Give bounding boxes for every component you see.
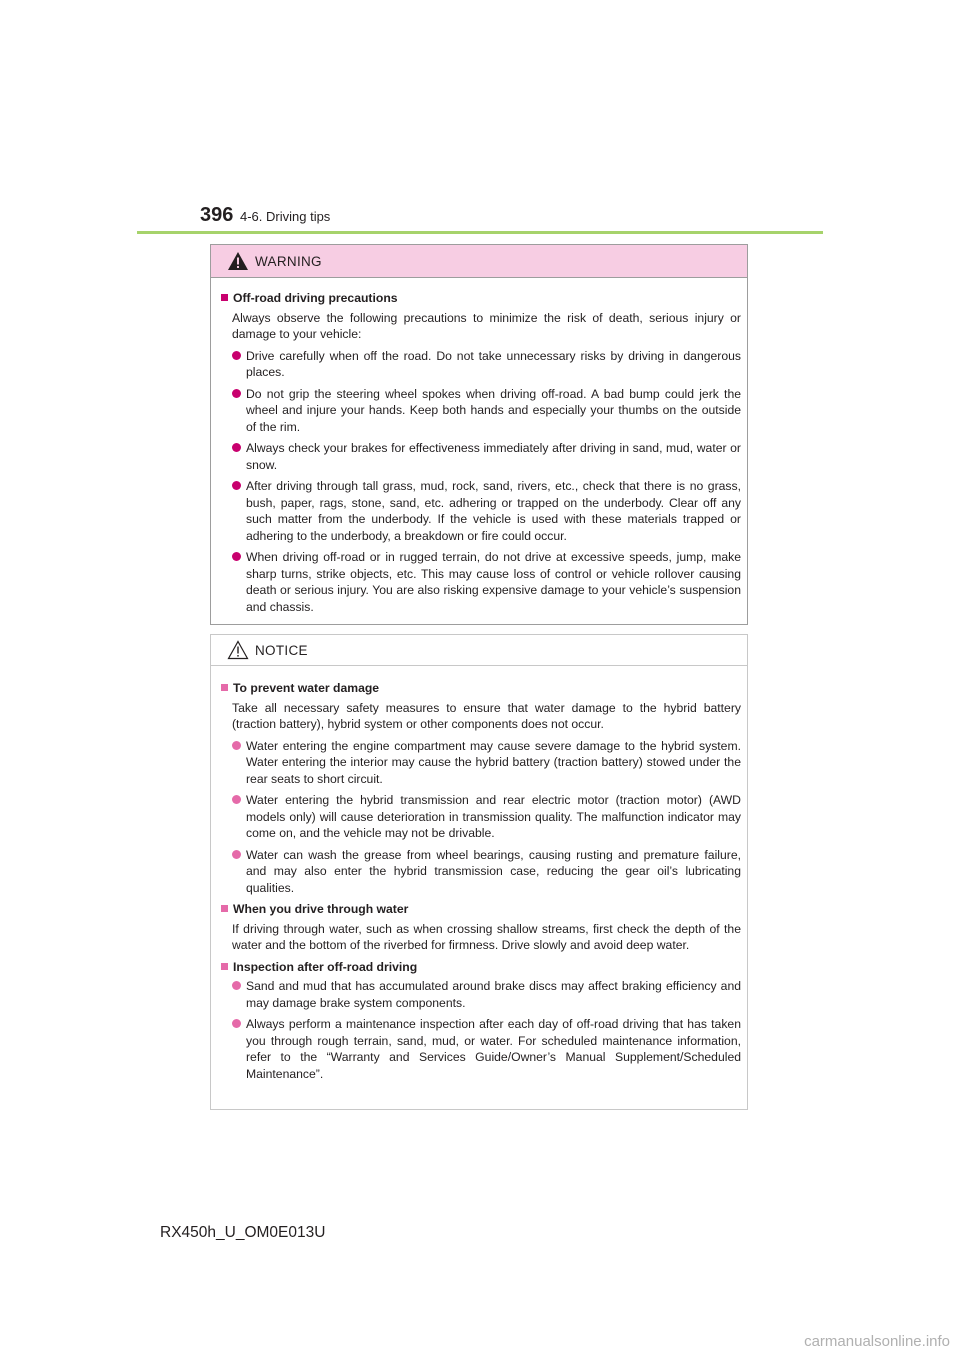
- list-item-text: Do not grip the steering wheel spokes when driving off-road. A bad bump could jerk the wheel and injure your hands. Keep both hands and especially your thumbs on the outside of the rim.: [246, 386, 741, 434]
- section-intro: Always observe the following precautions to minimize the risk of death, serious injury or damage to your vehicle:: [232, 310, 741, 341]
- warning-header: [211, 245, 747, 278]
- list-item: [232, 440, 741, 473]
- list-item-text: Always perform a maintenance inspection after each day of off-road driving that has taken you through rough terrain, sand, mud, or water. For scheduled maintenance information, refer to the “Warranty and Services Guide/Owner’s Manual Supplement/Scheduled Maintenance”.: [246, 1017, 741, 1081]
- round-bullet-icon: [232, 795, 241, 804]
- section-heading-text: Off-road driving precautions: [233, 291, 398, 305]
- list-item: [232, 978, 741, 1011]
- list-item: [232, 386, 741, 436]
- round-bullet-icon: [232, 443, 241, 452]
- section-heading-text: Inspection after off-road driving: [233, 959, 418, 974]
- notice-triangle-icon: [227, 640, 249, 660]
- list-item: [232, 348, 741, 381]
- section-heading-text: To prevent water damage: [233, 681, 380, 695]
- list-item: [232, 847, 741, 897]
- notice-content: [211, 666, 747, 1082]
- notice-header: [211, 635, 747, 666]
- header-rule: [137, 231, 823, 234]
- round-bullet-icon: [232, 1019, 241, 1028]
- round-bullet-icon: [232, 481, 241, 490]
- round-bullet-icon: [232, 351, 241, 360]
- notice-title: NOTICE: [255, 642, 308, 658]
- page-header: [200, 204, 330, 227]
- warning-section: [219, 290, 741, 615]
- notice-section: [219, 680, 741, 896]
- list-item: [232, 478, 741, 544]
- round-bullet-icon: [232, 552, 241, 561]
- section-heading-text: When you drive through water: [233, 902, 409, 916]
- round-bullet-icon: [232, 741, 241, 750]
- list-item-text: Water entering the engine compartment may cause severe damage to the hybrid system. Water entering the interior may cause the hybrid battery (traction battery) stowed under the rear seats to short circuit.: [246, 738, 741, 786]
- list-item-text: After driving through tall grass, mud, rock, sand, rivers, etc., check that there is no grass, bush, paper, rags, stone, sand, etc. adhering or trapped on the underbody. Clear off any such matter from the underbody. If the vehicle is used with these materials trapped or adhering to the underbody, a breakdown or fire could occur.: [246, 479, 741, 543]
- list-item-text: Always check your brakes for effectiveness immediately after driving in sand, mud, water or snow.: [246, 441, 741, 472]
- section-intro: Take all necessary safety measures to ensure that water damage to the hybrid battery (traction battery), hybrid system or other components does not occur.: [232, 700, 741, 731]
- section-heading: [219, 901, 741, 918]
- notice-section: [219, 959, 741, 1083]
- warning-triangle-icon: [227, 251, 249, 271]
- round-bullet-icon: [232, 981, 241, 990]
- warning-content: [211, 278, 747, 615]
- list-item: [232, 1016, 741, 1082]
- list-item-text: Water can wash the grease from wheel bearings, causing rusting and premature failure, and may also enter the hybrid transmission case, reducing the gear oil’s lubricating qualities.: [246, 847, 741, 895]
- list-item: [232, 549, 741, 615]
- round-bullet-icon: [232, 850, 241, 859]
- warning-box: [210, 244, 748, 625]
- list-item: [232, 792, 741, 842]
- model-code: RX450h_U_OM0E013U: [160, 1224, 326, 1241]
- page-number: 396: [200, 204, 234, 226]
- square-bullet-icon: [221, 684, 228, 691]
- watermark: carmanualsonline.info: [804, 1333, 950, 1350]
- notice-box: [210, 634, 748, 1110]
- square-bullet-icon: [221, 294, 228, 301]
- square-bullet-icon: [221, 905, 228, 912]
- list-item-text: Drive carefully when off the road. Do not take unnecessary risks by driving in dangerous places.: [246, 348, 741, 379]
- warning-title: WARNING: [255, 253, 322, 269]
- square-bullet-icon: [221, 963, 228, 970]
- section-heading: [219, 959, 741, 976]
- section-intro: If driving through water, such as when crossing shallow streams, first check the depth of the water and the bottom of the riverbed for firmness. Drive slowly and avoid deep water.: [232, 921, 741, 952]
- round-bullet-icon: [232, 389, 241, 398]
- section-title: 4-6. Driving tips: [240, 209, 331, 224]
- list-item-text: Water entering the hybrid transmission and rear electric motor (traction motor) (AWD models only) will cause deterioration in transmission quality. The malfunction indicator may come on, and the vehicle may not be drivable.: [246, 793, 741, 840]
- section-heading: [219, 680, 741, 697]
- section-heading: [219, 290, 741, 307]
- notice-section: [219, 901, 741, 954]
- list-item-text: Sand and mud that has accumulated around brake discs may affect braking efficiency and may damage brake system components.: [246, 979, 741, 1010]
- list-item: [232, 738, 741, 788]
- list-item-text: When driving off-road or in rugged terrain, do not drive at excessive speeds, jump, make sharp turns, strike objects, etc. This may cause loss of control or vehicle rollover causing death or serious injury. You are also risking expensive damage to your vehicle’s suspension and chassis.: [246, 550, 741, 614]
